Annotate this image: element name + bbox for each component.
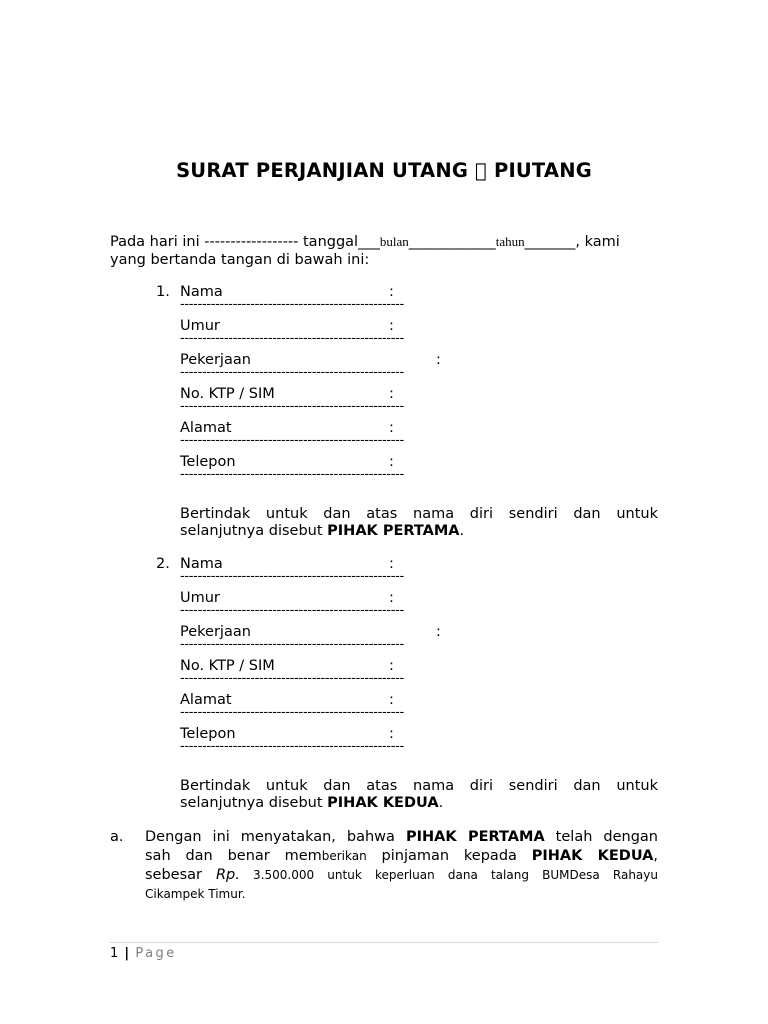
field-blank-line: --------------------------------------------------- <box>180 569 404 584</box>
field-label: No. KTP / SIM <box>180 386 275 402</box>
field-label: Telepon <box>180 454 236 470</box>
field-label: Alamat <box>180 420 232 436</box>
party-number: 2. <box>156 556 170 572</box>
party-designation: PIHAK PERTAMA <box>327 523 460 539</box>
page-footer <box>110 946 177 961</box>
field-colon: : <box>389 692 394 708</box>
field-blank-line: --------------------------------------------------- <box>180 671 404 686</box>
field-colon: : <box>389 454 394 470</box>
clause-text: telah dengan <box>544 829 658 845</box>
intro-date-text: Pada hari ini ------------------ tanggal___ <box>110 234 380 250</box>
clause-line-2 <box>145 847 658 866</box>
field-blank-line: --------------------------------------------------- <box>180 637 404 652</box>
page-number: 1 <box>110 946 119 961</box>
clause-text: sebesar <box>145 867 216 883</box>
statement-suffix: . <box>459 523 465 539</box>
clause-line-3 <box>145 866 658 885</box>
field-colon: : <box>389 420 394 436</box>
footer-divider <box>110 942 658 943</box>
clause-text: Dengan ini menyatakan, bahwa <box>145 829 406 845</box>
page-word: Page <box>135 946 177 961</box>
field-colon: : <box>389 284 394 300</box>
field-blank-line: --------------------------------------------------- <box>180 467 404 482</box>
field-colon: : <box>389 318 394 334</box>
statement-prefix: selanjutnya disebut <box>180 523 328 539</box>
loan-amount-text: 3.500.000 untuk keperluan dana talang BUMDesa Rahayu <box>239 868 658 882</box>
field-label: Umur <box>180 318 220 334</box>
field-label: Umur <box>180 590 220 606</box>
clause-line-1 <box>145 828 658 847</box>
intro-tahun: tahun <box>495 234 525 249</box>
document-title: SURAT PERJANJIAN UTANG PIUTANG <box>185 159 583 182</box>
field-label: Alamat <box>180 692 232 708</box>
party-designation: PIHAK PERTAMA <box>405 829 545 845</box>
field-label: Nama <box>180 556 223 572</box>
field-label: Nama <box>180 284 223 300</box>
statement-line-1: Bertindak untuk dan atas nama diri sendiri dan untuk <box>180 778 658 794</box>
field-blank-line: --------------------------------------------------- <box>180 365 404 380</box>
statement-suffix: . <box>438 795 444 811</box>
field-label: No. KTP / SIM <box>180 658 275 674</box>
field-blank-line: --------------------------------------------------- <box>180 297 404 312</box>
field-blank-line: --------------------------------------------------- <box>180 603 404 618</box>
clause-line-4: Cikampek Timur. <box>145 887 246 901</box>
clause-marker: a. <box>110 829 124 845</box>
party-statement <box>180 506 658 540</box>
intro-blank: ____________ <box>408 234 496 250</box>
field-label: Pekerjaan <box>180 624 251 640</box>
statement-prefix: selanjutnya disebut <box>180 795 328 811</box>
clause-body <box>145 828 658 904</box>
field-blank-line: --------------------------------------------------- <box>180 705 404 720</box>
clause-text: sah dan benar mem <box>145 848 322 864</box>
intro-line-2: yang bertanda tangan di bawah ini: <box>110 252 370 268</box>
intro-kami: _______, kami <box>524 234 620 250</box>
field-colon: : <box>436 352 441 368</box>
intro-line-1 <box>110 233 658 251</box>
party-number: 1. <box>156 284 170 300</box>
field-colon: : <box>389 726 394 742</box>
field-colon: : <box>436 624 441 640</box>
field-colon: : <box>389 590 394 606</box>
party-designation: PIHAK KEDUA <box>327 795 439 811</box>
clause-text: , <box>653 848 658 864</box>
field-colon: : <box>389 386 394 402</box>
currency-label: Rp. <box>215 867 240 883</box>
clause-text: berikan <box>321 849 367 863</box>
footer-separator: | <box>124 946 130 961</box>
party-designation: PIHAK KEDUA <box>531 848 654 864</box>
field-colon: : <box>389 556 394 572</box>
field-label: Telepon <box>180 726 236 742</box>
field-blank-line: --------------------------------------------------- <box>180 739 404 754</box>
statement-line-1: Bertindak untuk dan atas nama diri sendiri dan untuk <box>180 506 658 522</box>
intro-paragraph <box>110 233 658 269</box>
party-statement <box>180 778 658 812</box>
clause-text: pinjaman kepada <box>366 848 532 864</box>
field-blank-line: --------------------------------------------------- <box>180 399 404 414</box>
intro-bulan: bulan <box>379 234 409 249</box>
field-blank-line: --------------------------------------------------- <box>180 433 404 448</box>
field-colon: : <box>389 658 394 674</box>
field-label: Pekerjaan <box>180 352 251 368</box>
field-blank-line: --------------------------------------------------- <box>180 331 404 346</box>
